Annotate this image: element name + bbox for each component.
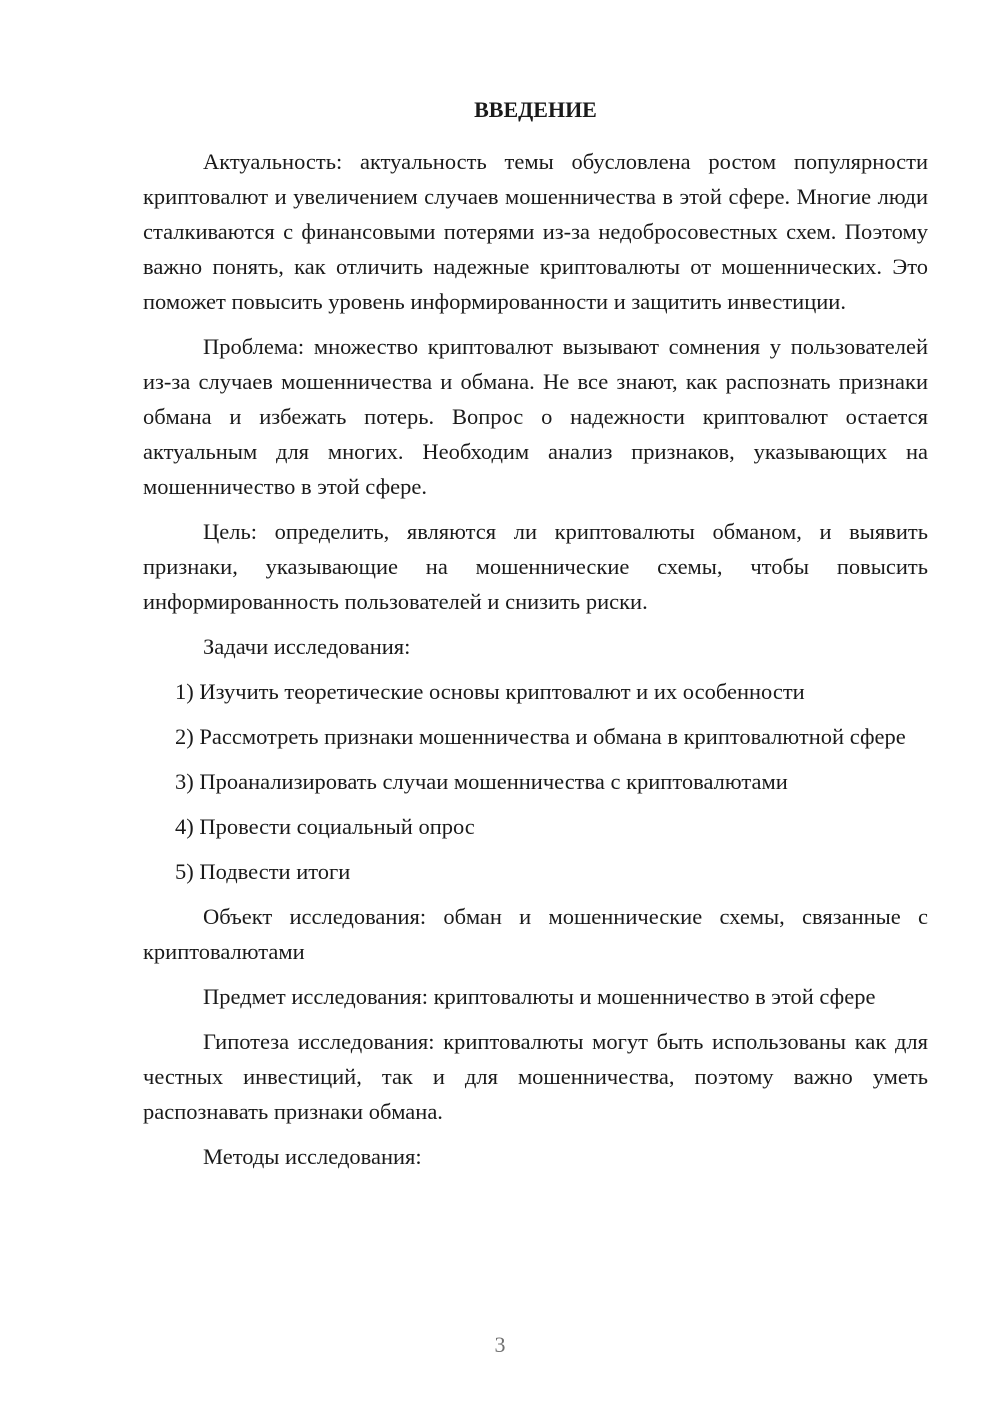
page-number: 3 [494, 1332, 506, 1357]
document-page [143, 92, 928, 1184]
section-title: ВВЕДЕНИЕ [474, 97, 597, 122]
paragraph-actuality: Актуальность: актуальность темы обусловлена ростом популярности криптовалют и увеличением случаев мошенничества в этой сфере. Многие люди сталкиваются с финансовыми потерями из-за недобросовестных схем. Поэтому важно понять, как отличить надежные криптовалюты от мошеннических. Это поможет повысить уровень информированности и защитить инвестиции. [143, 149, 928, 314]
task-item-4: 4) Провести социальный опрос [175, 814, 475, 839]
task-item-2: 2) Рассмотреть признаки мошенничества и обмана в криптовалютной сфере [175, 724, 906, 749]
paragraph-object: Объект исследования: обман и мошеннические схемы, связанные с криптовалютами [143, 904, 928, 964]
paragraph-problem: Проблема: множество криптовалют вызывают сомнения у пользователей из-за случаев мошенничества и обмана. Не все знают, как распознать признаки обмана и избежать потерь. Вопрос о надежности криптовалют остается актуальным для многих. Необходим анализ признаков, указывающих на мошенничество в этой сфере. [143, 334, 928, 499]
paragraph-goal: Цель: определить, являются ли криптовалюты обманом, и выявить признаки, указывающие на мошеннические схемы, чтобы повысить информированность пользователей и снизить риски. [143, 519, 928, 614]
methods-heading: Методы исследования: [203, 1144, 422, 1169]
tasks-heading: Задачи исследования: [203, 634, 411, 659]
paragraph-subject: Предмет исследования: криптовалюты и мошенничество в этой сфере [203, 984, 876, 1009]
task-item-1: 1) Изучить теоретические основы криптовалют и их особенности [175, 679, 805, 704]
task-item-3: 3) Проанализировать случаи мошенничества с криптовалютами [175, 769, 788, 794]
task-item-5: 5) Подвести итоги [175, 859, 351, 884]
paragraph-hypothesis: Гипотеза исследования: криптовалюты могут быть использованы как для честных инвестиций, так и для мошенничества, поэтому важно уметь распознавать признаки обмана. [143, 1029, 928, 1124]
